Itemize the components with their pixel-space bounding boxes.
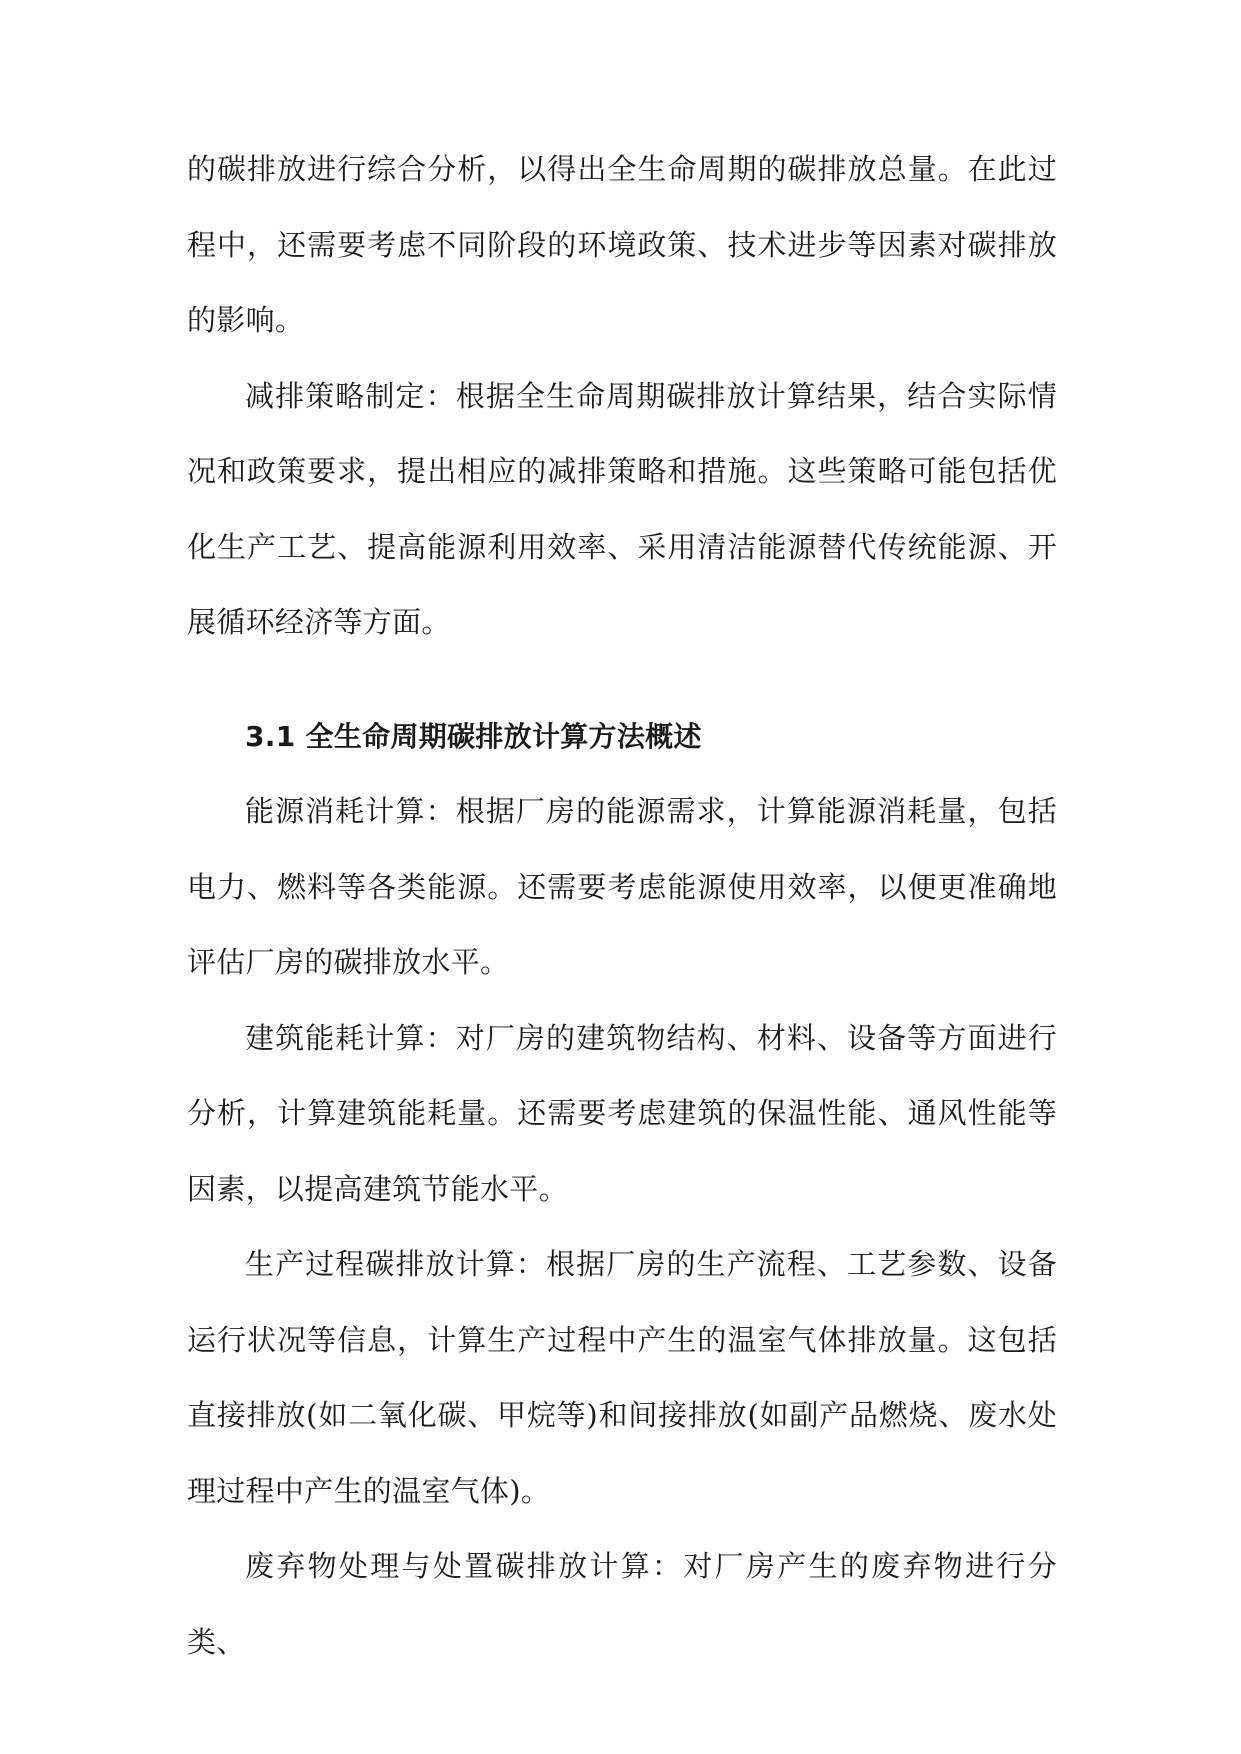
paragraph-reduction-strategy: 减排策略制定：根据全生命周期碳排放计算结果，结合实际情况和政策要求，提出相应的减排策略和措施。这些策略可能包括优化生产工艺、提高能源利用效率、采用清洁能源替代传统能源、开展循环经济等方面。 xyxy=(187,378,1057,639)
document-body xyxy=(187,132,1057,1680)
paragraph-waste-emissions: 废弃物处理与处置碳排放计算：对厂房产生的废弃物进行分类、 xyxy=(187,1549,1057,1659)
paragraph-production-emissions: 生产过程碳排放计算：根据厂房的生产流程、工艺参数、设备运行状况等信息，计算生产过程中产生的温室气体排放量。这包括直接排放(如二氧化碳、甲烷等)和间接排放(如副产品燃烧、废水处理过程中产生的温室气体)。 xyxy=(187,1247,1057,1508)
paragraph-energy-consumption: 能源消耗计算：根据厂房的能源需求，计算能源消耗量，包括电力、燃料等各类能源。还需要考虑能源使用效率，以便更准确地评估厂房的碳排放水平。 xyxy=(187,794,1057,979)
section-heading: 3.1 全生命周期碳排放计算方法概述 xyxy=(245,719,702,753)
paragraph-building-energy: 建筑能耗计算：对厂房的建筑物结构、材料、设备等方面进行分析，计算建筑能耗量。还需要考虑建筑的保温性能、通风性能等因素，以提高建筑节能水平。 xyxy=(187,1020,1057,1206)
paragraph-continued: 的碳排放进行综合分析，以得出全生命周期的碳排放总量。在此过程中，还需要考虑不同阶段的环境政策、技术进步等因素对碳排放的影响。 xyxy=(187,152,1057,337)
